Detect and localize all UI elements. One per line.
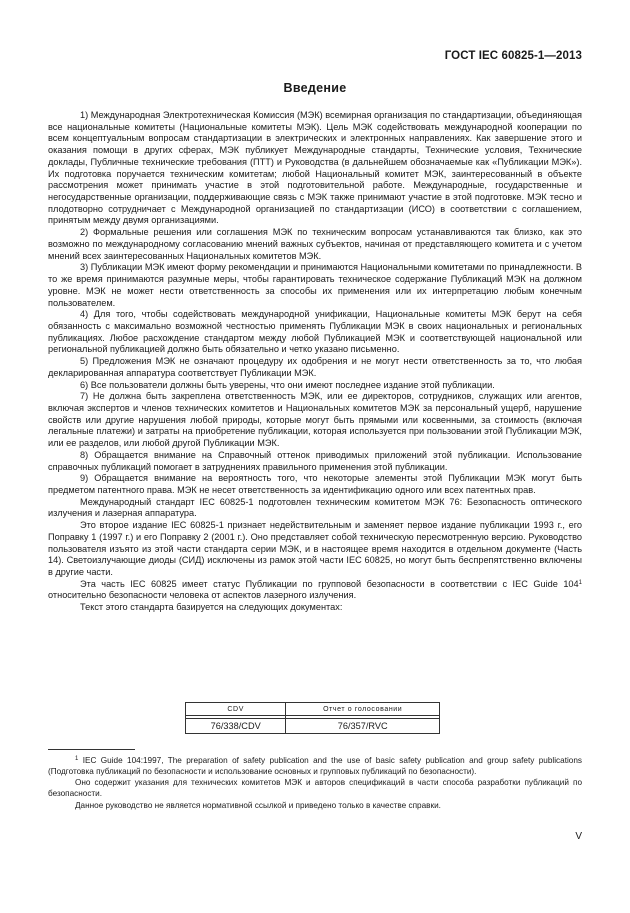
paragraph-7: 7) Не должна быть закреплена ответственность МЭК, или ее директоров, сотрудников, служащих или агентов, включая экспертов и членов технических комитетов и Национальных комитетов МЭК за персональный ущерб, нарушение свойств или другие нарушения любой природы, которые могут быть прямыми или косвенными, за стоимость (включая легальные платежи) и затраты на приобретение публикации, которая используется при пользовании этой Публикации МЭК, или ее разделов, или любой другой Публикации МЭК. [48, 391, 582, 449]
paragraph-edition: Это второе издание IEC 60825-1 признает недействительным и заменяет первое издание публикации 1993 г., его Поправку 1 (1997 г.) и его Поправку 2 (2001 г.). Оно представляет собой техническую пересмотренную версию. Руководство пользователя изъято из этой части стандарта серии МЭК, и в настоящее время находится в отдельном документе (Часть 14). Светоизлучающие диоды (СИД) исключены из рамок этой части IEC 60825, но могут быть беспрепятственно включены в другие части. [48, 520, 582, 578]
document-header: ГОСТ IEC 60825-1—2013 [444, 50, 582, 62]
footnote-ref: 1 [578, 579, 582, 586]
paragraph-8: 8) Обращается внимание на Справочный оттенок приводимых приложений этой публикации. Использование справочных публикаций помогает в затруднениях правильного применения этой публикации. [48, 449, 582, 472]
introduction-body [48, 110, 582, 614]
table-header-row [186, 703, 440, 716]
table-cell-rvc: 76/357/RVC [286, 719, 440, 734]
paragraph-4: 4) Для того, чтобы содействовать международной унификации, Национальные комитеты МЭК берут на себя обязанность с максимально возможной честностью применять Публикации МЭК в своих национальных и региональных публикациях. Любое расхождение стандартом между любой Публикацией МЭК и соответствующей национальной или региональной публикацией должно быть обязательно и четко указано письменно. [48, 309, 582, 355]
guide-text-after: относительно безопасности человека от аспектов лазерного излучения. [48, 590, 357, 601]
paragraph-committee: Международный стандарт IEC 60825-1 подготовлен техническим комитетом МЭК 76: Безопасность оптического излучения и лазерная аппаратура. [48, 496, 582, 519]
footnote-1-text: IEC Guide 104:1997, The preparation of safety publication and the use of basic safety publication and group safety publications (Подготовка публикаций по безопасности и использование основных и групповых публикаций по безопасности). [48, 756, 582, 776]
page-title: Введение [283, 81, 347, 95]
footnote-1 [48, 756, 582, 777]
paragraph-1: 1) Международная Электротехническая Комиссия (МЭК) всемирная организация по стандартизации, объединяющая все национальные комитеты (Национальные комитеты МЭК). Цель МЭК содействовать международной кооперации по всем концептуальным вопросам стандартизации в электрических и электронных направлениях. Как завершение этого и оказания помощи в других сферах, МЭК публикует Международные стандарты, Технические условия, Технические доклады, Публичные технические требования (ПТТ) и Руководства (в дальнейшем обозначаемые как «Публикации МЭК»). Их подготовка поручается техническим комитетам; любой Национальный комитет МЭК, заинтересованный в объекте рассмотрения может принимать участие в этой подготовительной работе. Международные, государственные и негосударственные организации, поддерживающие связь с МЭК также принимают участие в этой подготовке. МЭК тесно и плодотворно сотрудничает с Международной организацией по стандартизации (ИСО) в соответствии с соглашением, принятым между двумя организациями. [48, 110, 582, 226]
paragraph-9: 9) Обращается внимание на вероятность того, что некоторые элементы этой Публикации МЭК могут быть предметом патентного права. МЭК не несет ответственность за идентификацию одного или всех патентных прав. [48, 473, 582, 495]
table-row [186, 719, 440, 734]
paragraph-guide [48, 579, 582, 602]
footnote-divider [48, 749, 135, 750]
footnote-3: Данное руководство не является нормативной ссылкой и приведено только в качестве справки. [75, 800, 441, 810]
page-number: V [575, 831, 582, 842]
paragraph-2: 2) Формальные решения или соглашения МЭК по техническим вопросам устанавливаются так близко, как это возможно по международному согласованию мнений важных субъектов, начиная от представляющего комитета и с учетом мнений всех заинтересованных Национальных комитетов МЭК. [48, 227, 582, 261]
footnote-2: Оно содержит указания для технических комитетов МЭК и авторов спецификаций в части способа разработки публикаций по безопасности. [48, 778, 582, 799]
table-cell-cdv: 76/338/CDV [186, 719, 286, 734]
documents-table [185, 702, 440, 734]
footnote-1-marker: 1 [75, 756, 79, 762]
footnotes [48, 756, 582, 813]
paragraph-5: 5) Предложения МЭК не означают процедуру их одобрения и не могут нести ответственность за то, что любая декларированная аппаратура соответствует Публикации МЭК. [48, 356, 582, 378]
paragraph-3: 3) Публикации МЭК имеют форму рекомендации и принимаются Национальными комитетами по принадлежности. В то же время принимаются разумные меры, чтобы гарантировать техническое содержание Публикаций МЭК на должном уровне. МЭК не может нести ответственность за способы их применения или их интерпретацию любым конечным пользователем. [48, 262, 582, 308]
paragraph-6: 6) Все пользователи должны быть уверены, что они имеют последнее издание этой публикации. [80, 379, 495, 390]
table-header-voting: Отчет о голосовании [286, 703, 440, 716]
table-intro: Текст этого стандарта базируется на следующих документах: [80, 602, 343, 613]
guide-text-before: Эта часть IEC 60825 имеет статус Публикации по групповой безопасности в соответствии с IEC Guide 104 [80, 578, 579, 589]
table-header-cdv: CDV [186, 703, 286, 716]
